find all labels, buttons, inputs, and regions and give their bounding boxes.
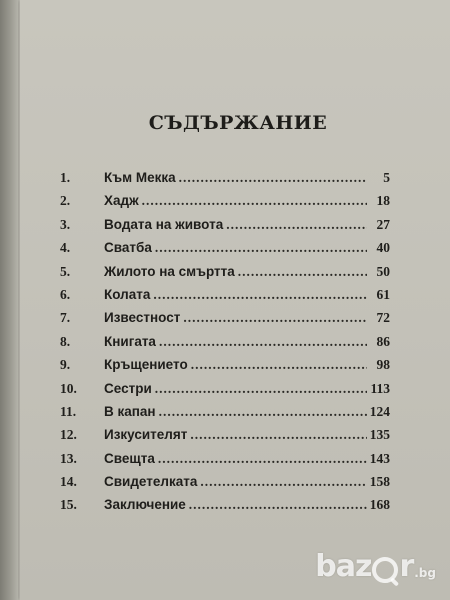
toc-entry-label: Свещта	[104, 450, 155, 466]
toc-entry	[60, 381, 390, 404]
toc-entry-label: Водата на живота	[104, 216, 224, 232]
toc-entry-label: Книгата	[104, 333, 156, 349]
toc-dot-leader	[158, 451, 367, 467]
book-page	[20, 0, 450, 600]
toc-entry-label: Колата	[104, 286, 151, 302]
toc-entry-page: 72	[376, 310, 390, 326]
toc-entry	[60, 193, 390, 216]
toc-entry-number: 2.	[60, 193, 71, 209]
toc-entry-number: 14.	[60, 474, 77, 490]
toc-entry-number: 9.	[60, 357, 71, 373]
toc-entry-label: Сестри	[104, 380, 152, 396]
toc-entry-page: 143	[369, 450, 390, 466]
toc-entry-number: 6.	[60, 286, 71, 302]
toc-entry-number: 1.	[60, 170, 71, 185]
toc-entry-number: 15.	[60, 497, 77, 513]
toc-entry	[60, 497, 390, 520]
toc-entry-number: 3.	[60, 216, 71, 232]
toc-entry-label: Жилото на смъртта	[104, 263, 235, 279]
toc-entry-page: 5	[383, 170, 390, 185]
toc-entry-number: 8.	[60, 333, 71, 349]
toc-entry	[60, 217, 390, 240]
toc-entry-label: Свидетелката	[104, 474, 198, 490]
toc-dot-leader	[153, 287, 367, 303]
toc-entry-number: 7.	[60, 310, 71, 326]
toc-entry-label: Изкусителят	[104, 427, 188, 443]
watermark-suffix: r	[399, 549, 414, 584]
toc-entry-number: 13.	[60, 450, 77, 466]
toc-entry-label: Към Мекка	[104, 170, 176, 185]
toc-entry-page: 113	[370, 380, 390, 396]
toc-entry-label: В капан	[104, 403, 156, 419]
toc-dot-leader	[179, 170, 367, 186]
toc-entry	[60, 427, 390, 450]
toc-entry-label: Кръщението	[104, 357, 188, 373]
bazar-watermark-logo	[315, 549, 436, 584]
toc-entry	[60, 334, 390, 357]
toc-entry-number: 12.	[60, 427, 77, 443]
toc-entry-page: 40	[376, 240, 390, 256]
toc-dot-leader	[200, 474, 366, 490]
toc-entry	[60, 240, 390, 263]
toc-entry-label: Сватба	[104, 240, 152, 256]
toc-dot-leader	[142, 193, 367, 209]
toc-entry-number: 10.	[60, 380, 77, 396]
toc-entry	[60, 357, 390, 380]
toc-entry	[60, 264, 390, 287]
toc-entry	[60, 474, 390, 497]
toc-title: СЪДЪРЖАНИЕ	[148, 112, 328, 134]
toc-entry-page: 168	[369, 497, 390, 513]
toc-entry	[60, 404, 390, 427]
watermark-prefix: baz	[315, 549, 372, 584]
toc-entry	[60, 170, 390, 193]
toc-entry-page: 135	[369, 427, 390, 443]
page-binding-edge	[0, 0, 18, 600]
toc-entry-page: 98	[376, 357, 390, 373]
toc-entry	[60, 287, 390, 310]
toc-entry-page: 158	[369, 474, 390, 490]
toc-entry-page: 86	[376, 333, 390, 349]
toc-dot-leader	[159, 404, 367, 420]
toc-dot-leader	[191, 357, 367, 373]
toc-entry-number: 5.	[60, 263, 71, 279]
toc-dot-leader	[190, 427, 366, 443]
toc-dot-leader	[155, 240, 367, 256]
toc-entry-number: 4.	[60, 240, 71, 256]
toc-dot-leader	[189, 497, 367, 513]
toc-entry-page: 50	[376, 263, 390, 279]
toc-entry	[60, 310, 390, 333]
toc-dot-leader	[155, 381, 367, 397]
toc-entry-number: 11.	[60, 403, 77, 419]
watermark-tld: .bg	[414, 566, 436, 580]
toc-dot-leader	[159, 334, 367, 350]
toc-entry-page: 27	[376, 216, 390, 232]
toc-entry-label: Заключение	[104, 497, 186, 513]
toc-list	[60, 170, 390, 521]
toc-entry-page: 61	[376, 286, 390, 302]
toc-entry-page: 124	[369, 403, 390, 419]
toc-entry-page: 18	[376, 193, 390, 209]
toc-dot-leader	[183, 310, 367, 326]
toc-dot-leader	[226, 217, 367, 233]
toc-entry	[60, 451, 390, 474]
toc-entry-label: Известност	[104, 310, 181, 326]
toc-dot-leader	[238, 264, 367, 280]
toc-entry-label: Хадж	[104, 193, 139, 209]
magnifier-ring-icon	[372, 557, 398, 583]
